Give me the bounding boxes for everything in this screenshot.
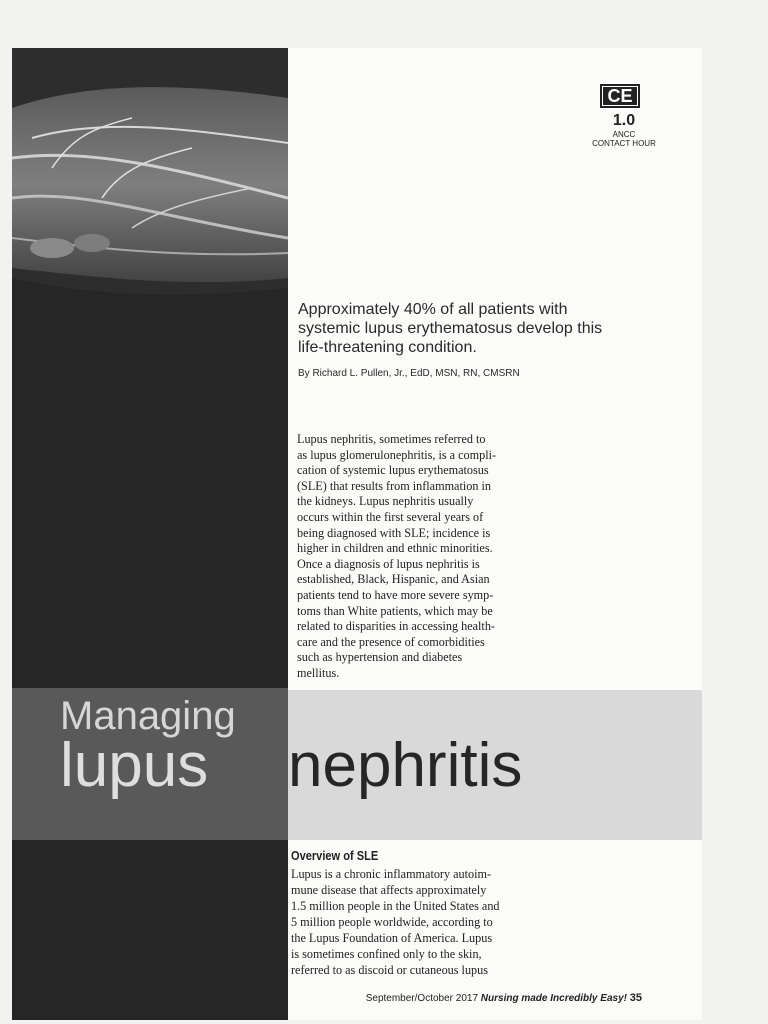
article-title-managing: Managing bbox=[60, 694, 236, 738]
text-line: 1.5 million people in the United States and bbox=[291, 899, 500, 913]
text-line: (SLE) that results from inflammation in bbox=[297, 478, 491, 493]
overview-paragraph bbox=[291, 866, 531, 978]
dark-side-panel bbox=[12, 48, 288, 1020]
magazine-page bbox=[12, 48, 702, 1020]
issue-date: September/October 2017 bbox=[365, 993, 479, 1004]
text-line: 5 million people worldwide, according to bbox=[291, 915, 493, 929]
intro-paragraph bbox=[297, 432, 539, 682]
text-line: as lupus glomerulonephritis, is a compli- bbox=[297, 447, 497, 462]
text-line: related to disparities in accessing health- bbox=[297, 619, 495, 634]
text-line: mune disease that affects approximately bbox=[291, 883, 487, 897]
text-line: care and the presence of comorbidities bbox=[297, 634, 485, 649]
text-line: such as hypertension and diabetes bbox=[297, 650, 463, 665]
ce-badge: CE bbox=[600, 84, 640, 108]
text-line: is sometimes confined only to the skin, bbox=[291, 947, 482, 961]
text-line: toms than White patients, which may be bbox=[297, 603, 493, 618]
page-number: 35 bbox=[629, 992, 642, 1004]
section-heading: Overview of SLE bbox=[291, 848, 379, 863]
text-line: referred to as discoid or cutaneous lupus bbox=[291, 963, 488, 977]
text-line: occurs within the first several years of bbox=[297, 509, 484, 524]
text-line: mellitus. bbox=[297, 665, 340, 680]
ce-contact-hours bbox=[592, 112, 656, 148]
ce-hours-value: 1.0 bbox=[612, 112, 636, 129]
text-line: established, Black, Hispanic, and Asian bbox=[297, 572, 490, 587]
ce-accreditor: ANCC bbox=[612, 130, 636, 139]
text-line: being diagnosed with SLE; incidence is bbox=[297, 525, 491, 540]
text-line: the kidneys. Lupus nephritis usually bbox=[297, 494, 474, 509]
article-deck: Approximately 40% of all patients with systemic lupus erythematosus develop this life-threatening condition. bbox=[298, 301, 603, 356]
journal-name: Nursing made Incredibly Easy! bbox=[480, 993, 627, 1004]
text-line: cation of systemic lupus erythematosus bbox=[297, 463, 489, 478]
text-line: Once a diagnosis of lupus nephritis is bbox=[297, 556, 480, 571]
text-line: Lupus nephritis, sometimes referred to bbox=[297, 432, 486, 446]
text-line: higher in children and ethnic minorities. bbox=[297, 541, 493, 556]
text-line: patients tend to have more severe symp- bbox=[297, 587, 494, 602]
author-byline: By Richard L. Pullen, Jr., EdD, MSN, RN, CMSRN bbox=[298, 368, 520, 379]
ce-hours-label: CONTACT HOUR bbox=[592, 139, 656, 148]
page-footer bbox=[366, 992, 642, 1004]
text-line: the Lupus Foundation of America. Lupus bbox=[291, 931, 493, 945]
kidney-vessels-illustration bbox=[12, 48, 288, 298]
text-line: Lupus is a chronic inflammatory autoim- bbox=[291, 867, 492, 881]
article-title-lupus: lupus bbox=[60, 731, 209, 800]
article-title-nephritis: nephritis bbox=[288, 731, 523, 800]
